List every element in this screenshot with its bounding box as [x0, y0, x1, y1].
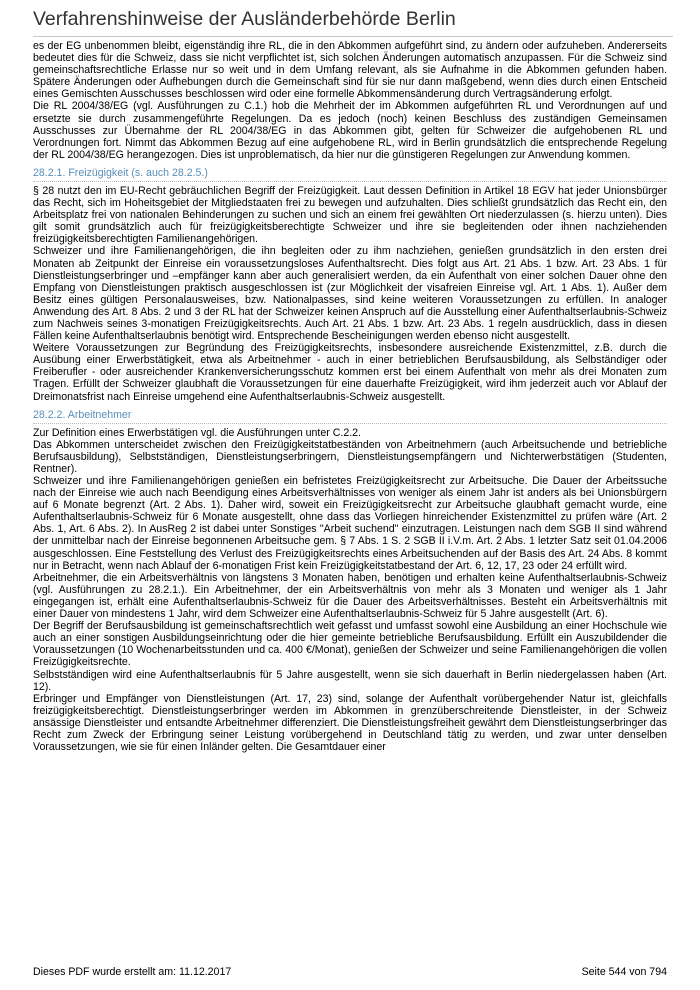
page-number: Seite 544 von 794 [581, 966, 667, 978]
section-heading-arbeitnehmer: 28.2.2. Arbeitnehmer [33, 409, 667, 424]
paragraph: Zur Definition eines Erwerbstätigen vgl. die Ausführungen unter C.2.2. [33, 426, 362, 439]
page-title: Verfahrenshinweise der Ausländerbehörde Berlin [33, 8, 456, 30]
paragraph: Die RL 2004/38/EG (vgl. Ausführungen zu C.1.) hob die Mehrheit der im Abkommen aufgeführten RL und Verordnungen auf und ersetzte sie durch zusammengeführte Regelungen. Da es jedoch (noch) keinen Beschluss des zuständigen Gemeinsamen Ausschusses zur Übernahme der RL 2004/38/EG in das Abkommen gibt, gelten für Schweizer die aufgehobenen RL und Verordnungen fort. Nimmt das Abkommen Bezug auf eine aufgehobene RL, wird in Berlin grundsätzlich die entsprechende Regelung der RL 2004/38/EG herangezogen. Dies ist unproblematisch, da hier nur die günstigeren Regelungen zur Anwendung kommen. [33, 100, 667, 161]
paragraph: Selbstständigen wird eine Aufenthaltserlaubnis für 5 Jahre ausgestellt, wenn sie sich dauerhaft in Berlin niedergelassen haben (Art. 12). [33, 668, 667, 693]
paragraph: Weitere Voraussetzungen zur Begründung des Freizügigkeitsrechts, insbesondere ausreichende Existenzmittel, z.B. durch die Ausübung einer Erwerbstätigkeit, etwa als Arbeitnehmer - auch in einer betrieblichen Berufsausbildung, als Selbständiger oder Freiberufler - oder ausreichender Krankenversicherungsschutz kommen erst bei einem Aufenthalt von mehr als drei Monaten zum Tragen. Erfüllt der Schweizer glaubhaft die Voraussetzungen für eine dauerhafte Freizügigkeit, wird ihm jederzeit auch vor Ablauf der Dreimonatsfrist nach Einreise umgehend eine Aufenthaltserlaubnis-Schweiz ausgestellt. [33, 342, 667, 403]
paragraph: Schweizer und ihre Familienangehörigen genießen ein befristetes Freizügigkeitsrecht zur Arbeitsuche. Die Dauer der Arbeitssuche nach der Einreise wie auch nach Beendigung eines Arbeitsverhältnisses von weniger als einem Jahr ist anders als bei Unionsbürgern auf 6 Monate begrenzt (Art. 2 Abs. 1). Daher wird, soweit ein Freizügigkeitsrecht zur Arbeitsuche glaubhaft gemacht wurde, eine Aufenthaltserlaubnis-Schweiz für 6 Monate ausgestellt, ohne dass das Vorliegen hinreichender Existenzmittel zu prüfen wäre (Art. 2 Abs. 1, Art. 6 Abs. 2). In AusReg 2 ist dabei unter Sonstiges "Arbeit suchend" einzutragen. Leistungen nach dem SGB II sind während der unmittelbar nach der Einreise begonnenen Arbeitsuche gem. § 7 Abs. 1 S. 2 SGB II i.V.m. Art. 2 Abs. 1 letzter Satz seit 01.04.2006 ausgeschlossen. Eine Feststellung des Verlust des Freizügigkeitsrechts eines Arbeitsuchenden auf der Basis des Art. 24 Abs. 8 kommt nur in Betracht, wenn nach Ablauf der 6-monatigen Frist kein Freizügigkeitstatbestand der Art. 6, 12, 17, 23 oder 24 erfüllt wird. [33, 475, 667, 572]
page-footer [33, 966, 667, 978]
paragraph: Der Begriff der Berufsausbildung ist gemeinschaftsrechtlich weit gefasst und umfasst sowohl eine Ausbildung an einer Hochschule wie auch an einer sonstigen Ausbildungseinrichtung oder die hier gemeinte betriebliche Berufsausbildung. Erfüllt ein Auszubildender die Voraussetzungen (10 Wochenarbeitsstunden und ca. 400 €/Monat), genießen der Schweizer und seine Familienangehörigen die vollen Freizügigkeitsrechte. [33, 620, 667, 669]
page-header [33, 8, 673, 37]
paragraph: Arbeitnehmer, die ein Arbeitsverhältnis von längstens 3 Monaten haben, benötigen und erhalten keine Aufenthaltserlaubnis-Schweiz (vgl. Ausführungen zu 28.2.1.). Ein Arbeitnehmer, der ein Arbeitsverhältnis von mehr als 3 Monaten und weniger als 1 Jahr eingegangen ist, erhält eine Aufenthaltserlaubnis-Schweiz für die Dauer des Arbeitsverhältnisses. Besteht ein Arbeitsverhältnis mit einer Dauer von mindestens 1 Jahr, wird dem Schweizer eine Aufenthaltserlaubnis-Schweiz für 5 Jahre ausgestellt (Art. 6). [33, 571, 667, 621]
section-heading-freizuegigkeit: 28.2.1. Freizügigkeit (s. auch 28.2.5.) [33, 167, 667, 182]
paragraph: § 28 nutzt den im EU-Recht gebräuchlichen Begriff der Freizügigkeit. Laut dessen Definition in Artikel 18 EGV hat jeder Unionsbürger das Recht, sich im Hoheitsgebiet der Mitgliedstaaten frei zu bewegen und aufzuhalten. Dies schließt grundsätzlich das Recht ein, den Arbeitsplatz frei von nationalen Behinderungen zu suchen und sich an einem frei gewählten Ort niederzulassen (s. hierzu unten). Dies gilt somit grundsätzlich auch für freizügigkeitsberechtigte Schweizer und ihre sie begleitenden oder ihnen nachziehenden freizügigkeitsberechtigten Familienangehörigen. [33, 184, 667, 246]
paragraph: Schweizer und ihre Familienangehörigen, die ihn begleiten oder zu ihm nachziehen, genießen grundsätzlich in den ersten drei Monaten ab Zeitpunkt der Einreise ein voraussetzungsloses Aufenthaltsrecht. Dies folgt aus Art. 21 Abs. 1 bzw. Art. 23 Abs. 1 für Dienstleistungserbringer und –empfänger kann aber auch generalisiert werden, da ein Aufenthalt von einer solchen Dauer ohne den Empfang von Dienstleistungen praktisch ausgeschlossen ist (zur Möglichkeit der visafreien Einreise vgl. Art. 1 Abs. 1). Außer dem Besitz eines gültigen Personalausweises, bzw. Nationalpasses, sind keine weiteren Voraussetzungen zu erfüllen. In analoger Anwendung des Art. 8 Abs. 2 und 3 der RL hat der Schweizer keinen Anspruch auf die Ausstellung einer Aufenthaltserlaubnis-Schweiz zum Nachweis seines 3-monatigen Freizügigkeitsrechts. Auch Art. 21 Abs. 1 bzw. Art. 23 Abs. 1 regeln ausdrücklich, dass in diesen Fällen keine Aufenthaltserlaubnis benötigt wird. Entsprechende Bescheinigungen werden ebenso nicht ausgestellt. [33, 245, 667, 343]
document-body [33, 40, 667, 753]
paragraph: es der EG unbenommen bleibt, eigenständig ihre RL, die in den Abkommen aufgeführt sind, zu ändern oder aufzuheben. Andererseits bedeutet dies für die Schweiz, dass sie nicht verpflichtet ist, sich solchen Änderungen automatisch anzupassen. Für die Schweiz sind gemeinschaftsrechtliche Erlasse nur so weit und in dem Umfang relevant, als sie Aufnahme in die Abkommen gefunden haben. Spätere Änderungen oder Aufhebungen durch die Gemeinschaft sind für sie nur dann maßgebend, wenn dies durch einen Entscheid eines Gemischten Ausschusses beschlossen wird oder eine formelle Abkommensänderung durch Vertragsänderung erfolgt. [33, 40, 667, 101]
paragraph: Das Abkommen unterscheidet zwischen den Freizügigkeitstatbeständen von Arbeitnehmern (auch Arbeitsuchende und betriebliche Berufsausbildung), Selbstständigen, Dienstleistungserbringern, Dienstleistungsempfängern und Nichterwerbstätigen (Studenten, Rentner). [33, 438, 667, 475]
creation-date: Dieses PDF wurde erstellt am: 11.12.2017 [33, 966, 232, 978]
paragraph: Erbringer und Empfänger von Dienstleistungen (Art. 17, 23) sind, solange der Aufenthalt vorübergehender Natur ist, gleichfalls freizügigkeitsberechtigt. Dienstleistungserbringer werden im Abkommen in grenzüberschreitende Dienstleister, in der Schweiz ansässige Dienstleister und entsandte Arbeitnehmer differenziert. Die Dienstleistungsfreiheit gewährt dem Dienstleistungserbringer das Recht zum Zweck der Erbringung seiner Leistung vorübergehend in Deutschland tätig zu werden, und zwar unter denselben Voraussetzungen, wie sie für einen Inländer gelten. Die Gesamtdauer einer [33, 692, 667, 754]
